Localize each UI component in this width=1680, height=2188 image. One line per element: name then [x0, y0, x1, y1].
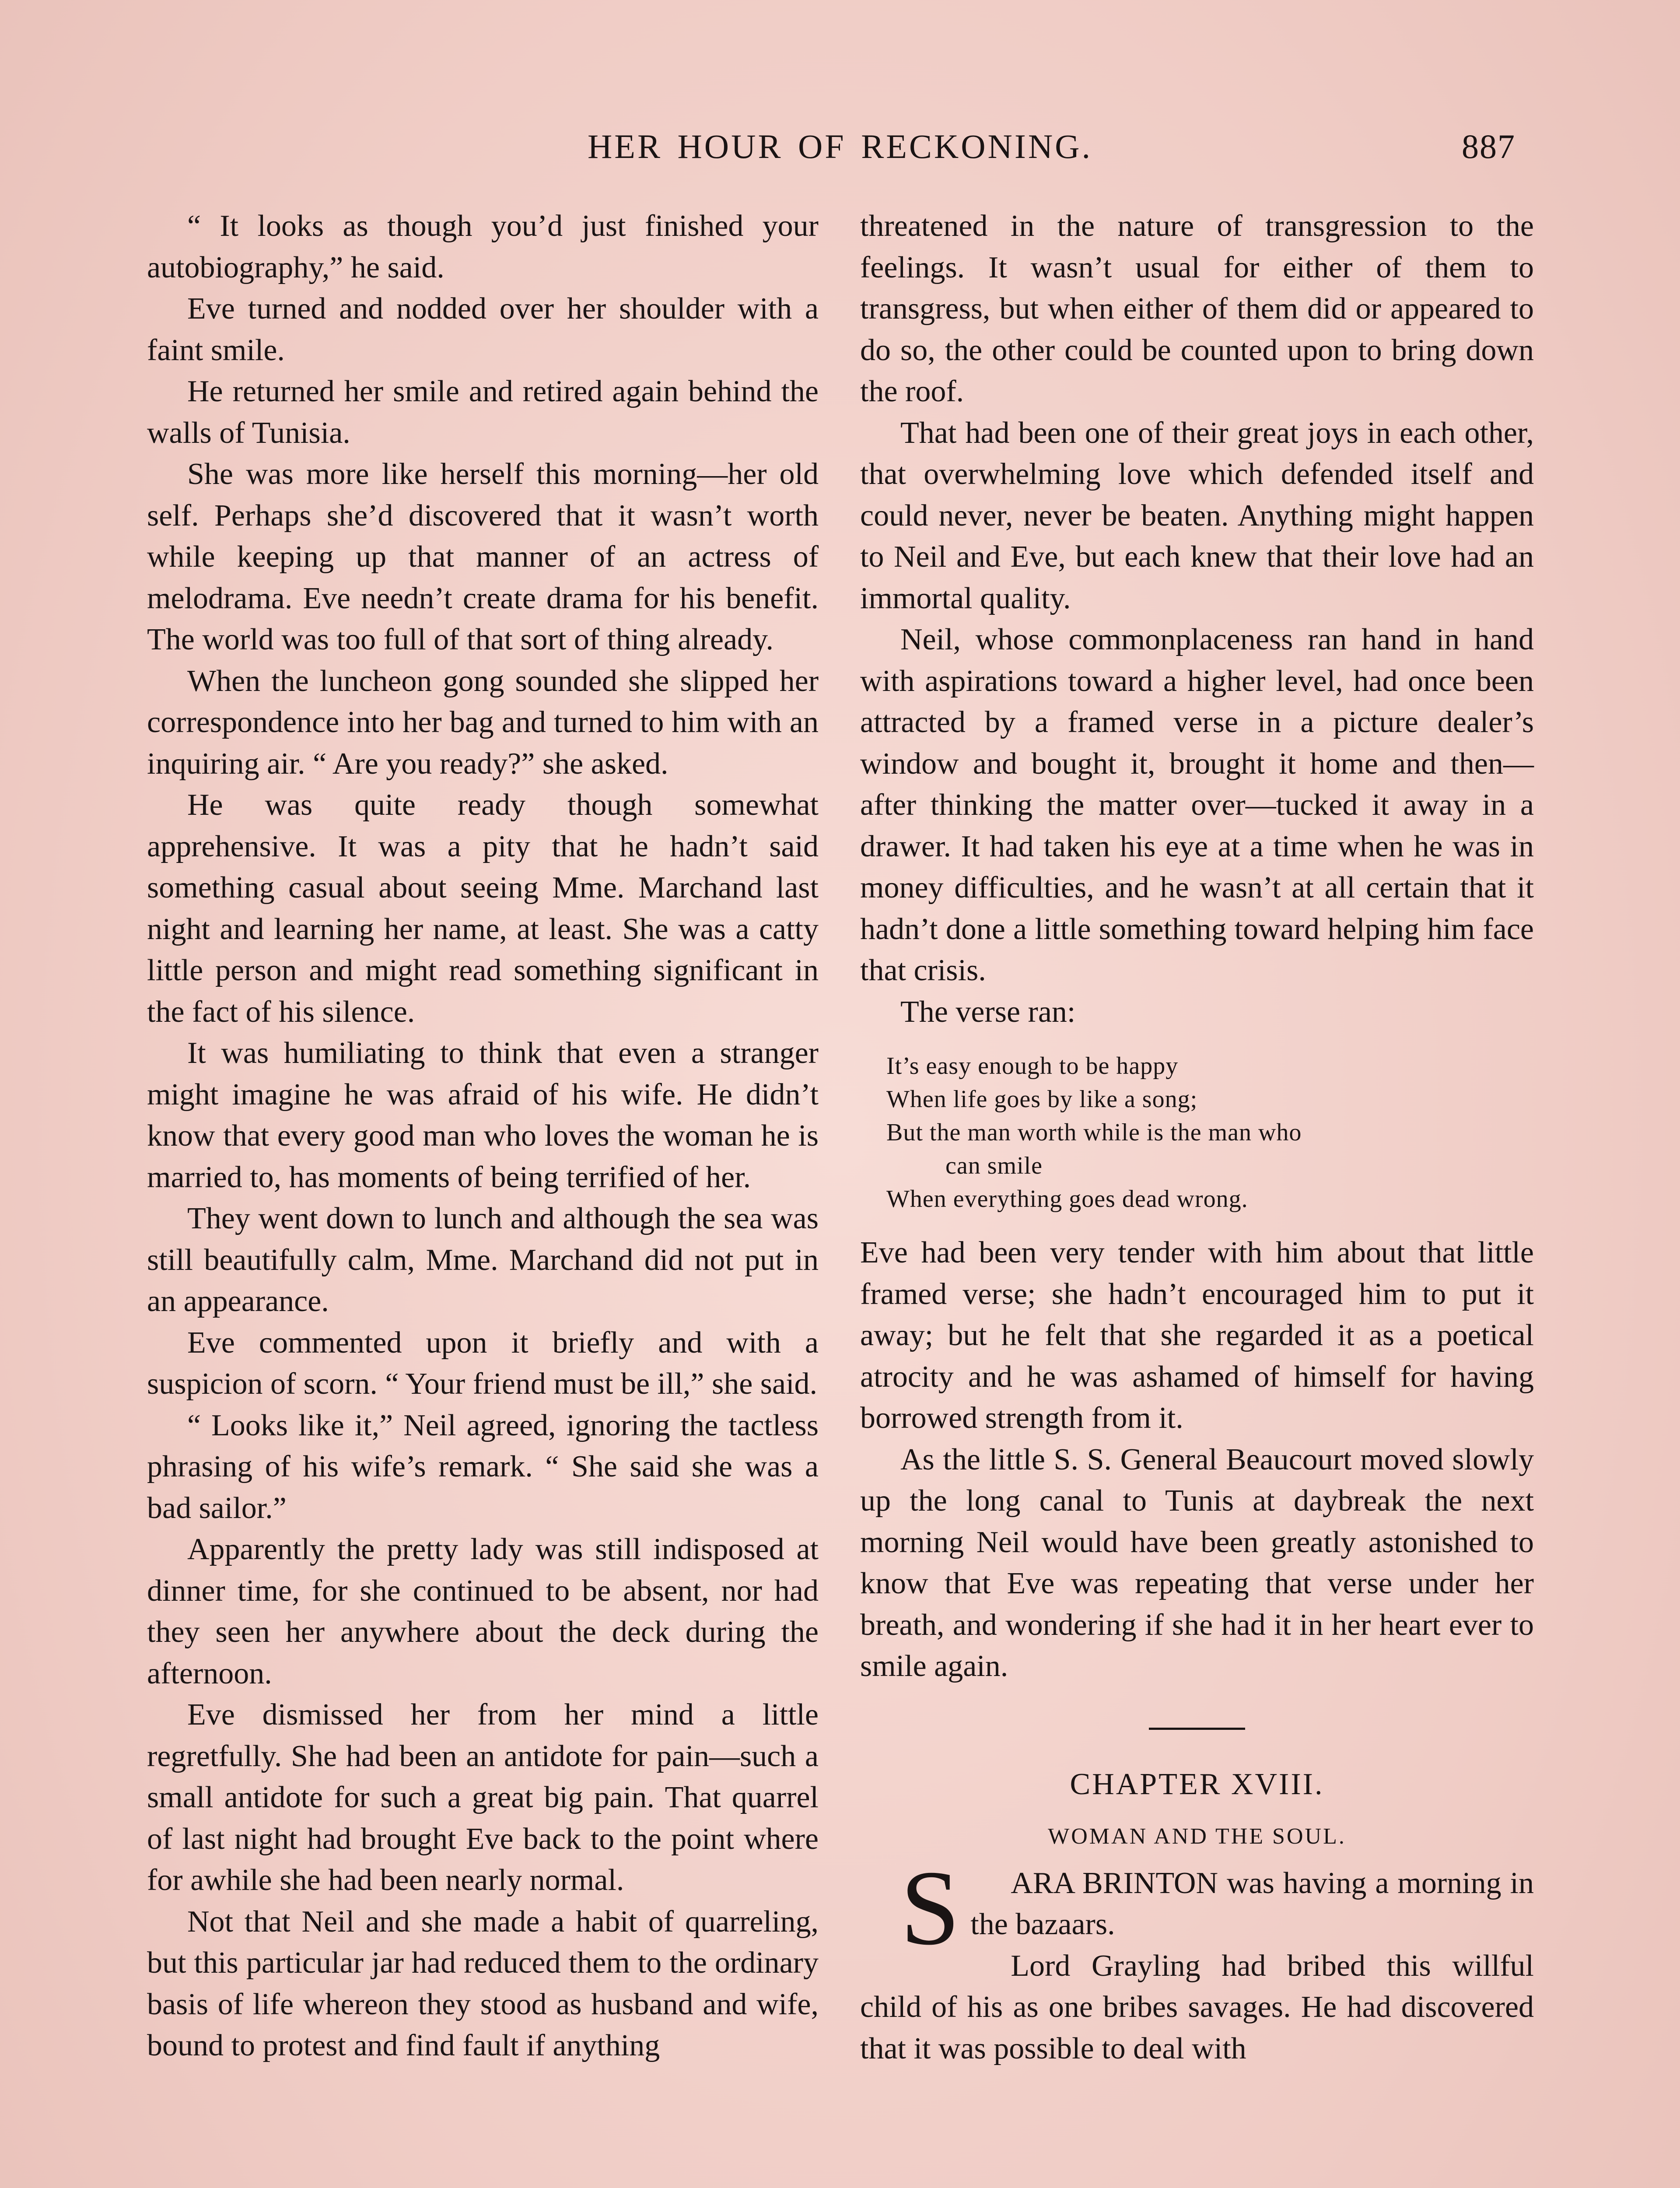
- paragraph: He was quite ready though somewhat apprehensive. It was a pity that he hadn’t said something casual about seeing Mme. Marchand last night and learning her name, at least. She was a catty little person and might read something significant in the fact of his silence.: [147, 788, 819, 1029]
- paragraph: “ Looks like it,” Neil agreed, ignoring the tactless phrasing of his wife’s remark. “ She said she was a bad sailor.”: [147, 1408, 819, 1525]
- verse-line: When life goes by like a song;: [886, 1086, 1198, 1113]
- paragraph: She was more like herself this morning—her old self. Perhaps she’d discovered that it wasn’t worth while keeping up that manner of an actress of melodrama. Eve needn’t create drama for his benefit. The world was too full of that sort of thing already.: [147, 457, 819, 656]
- paragraph: It was humiliating to think that even a stranger might imagine he was afraid of his wife. He didn’t know that every good man who loves the woman he is married to, has moments of being terrified of her.: [147, 1036, 819, 1194]
- chapter-title: CHAPTER XVIII.: [1070, 1767, 1324, 1801]
- paragraph: Lord Grayling had bribed this willful child of his as one bribes savages. He had discovered that it was possible to deal with: [860, 1949, 1534, 2065]
- drop-cap: S: [900, 1848, 960, 1967]
- chapter-opening-text: ARA BRINTON was having a morning in the bazaars.: [970, 1866, 1534, 1941]
- chapter-opening: [860, 1848, 1534, 1967]
- paragraph: Neil, whose commonplaceness ran hand in hand with aspirations toward a higher level, had once been attracted by a framed verse in a picture dealer’s window and bought it, brought it home and then—after thinking the matter over—tucked it away in a drawer. It had taken his eye at a time when he was in money difficulties, and he wasn’t at all certain that it hadn’t done a little something toward helping him face that crisis.: [860, 623, 1534, 987]
- paragraph: When the luncheon gong sounded she slipped her correspondence into her bag and turned to him with an inquiring air. “ Are you ready?” she asked.: [147, 664, 819, 781]
- verse-line: It’s easy enough to be happy: [886, 1052, 1179, 1080]
- continued-paragraph: threatened in the nature of transgression to the feelings. It wasn’t usual for either of them to transgress, but when either of them did or appeared to do so, the other could be counted upon to bring down the roof.: [860, 209, 1534, 408]
- verse-line: can smile: [945, 1152, 1043, 1179]
- paragraph: Eve dismissed her from her mind a little regretfully. She had been an antidote for pain—such a small antidote for such a great big pain. That quarrel of last night had brought Eve back to the point where for awhile she had been nearly normal.: [147, 1698, 819, 1897]
- running-head: HER HOUR OF RECKONING.: [587, 127, 1093, 165]
- paragraph: Eve had been very tender with him about that little framed verse; she hadn’t encouraged him to put it away; but he felt that she regarded it as a poetical atrocity and he was ashamed of himself for having borrowed strength from it.: [860, 1236, 1534, 1435]
- paragraph: That had been one of their great joys in each other, that overwhelming love which defended itself and could never, never be beaten. Anything might happen to Neil and Eve, but each knew that their love had an immortal quality.: [860, 416, 1534, 615]
- paragraph: Eve commented upon it briefly and with a suspicion of scorn. “ Your friend must be ill,” she said.: [147, 1325, 819, 1401]
- paragraph: Apparently the pretty lady was still indisposed at dinner time, for she continued to be absent, nor had they seen her anywhere about the deck during the afternoon.: [147, 1532, 819, 1690]
- verse-intro: The verse ran:: [900, 995, 1076, 1029]
- paragraph: As the little S. S. General Beaucourt moved slowly up the long canal to Tunis at daybreak the next morning Neil would have been greatly astonished to know that Eve was repeating that verse under her breath, and wondering if she had it in her heart ever to smile again.: [860, 1442, 1534, 1683]
- right-column: [860, 206, 1534, 2069]
- section-divider: [1149, 1728, 1245, 1730]
- chapter-subtitle: WOMAN AND THE SOUL.: [1048, 1823, 1346, 1849]
- paragraph: He returned her smile and retired again behind the walls of Tunisia.: [147, 375, 819, 450]
- verse-line: When everything goes dead wrong.: [886, 1185, 1248, 1213]
- paragraph: They went down to lunch and although the sea was still beautifully calm, Mme. Marchand did not put in an appearance.: [147, 1202, 819, 1318]
- verse-block: [886, 1049, 1534, 1216]
- paragraph: Not that Neil and she made a habit of quarreling, but this particular jar had reduced them to the ordinary basis of life whereon they stood as husband and wife, bound to protest and find fault if anything: [147, 1904, 819, 2062]
- left-column: [147, 206, 819, 2067]
- verse-line: But the man worth while is the man who: [886, 1119, 1302, 1146]
- page-number: 887: [1462, 127, 1516, 165]
- page-header: [147, 127, 1533, 179]
- paragraph: Eve turned and nodded over her shoulder with a faint smile.: [147, 292, 819, 367]
- paragraph: “ It looks as though you’d just finished your autobiography,” he said.: [147, 209, 819, 284]
